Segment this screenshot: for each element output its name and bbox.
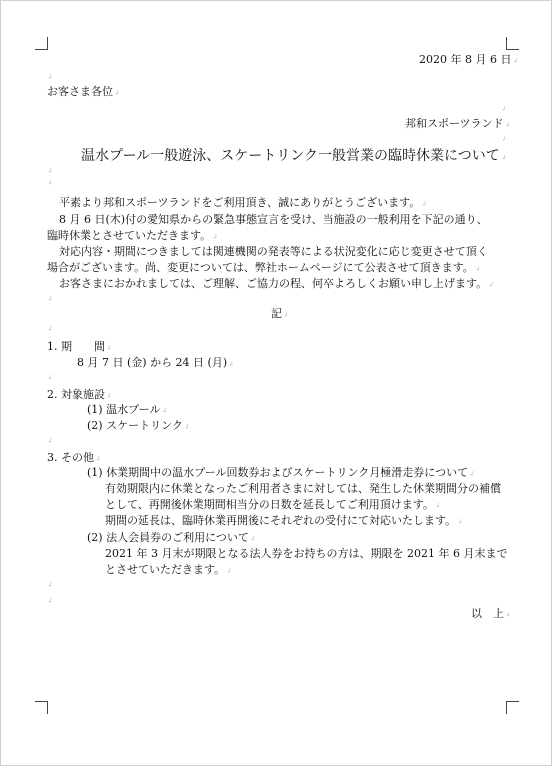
section-3-item-2-line-1: 2021 年 3 月末が期限となる法人券をお持ちの方は、期限を 2021 年 6 月末まで (105, 547, 508, 560)
body-line-5: 場合がございます。尚、変更については、弊社ホームページにて公表させて頂きます。↲ (47, 261, 481, 274)
section-2-item-1: (1) 温水プール↲ (87, 403, 168, 416)
document-title: 温水プール一般遊泳、スケートリンク一般営業の臨時休業について↲ (81, 148, 507, 164)
section-1-heading: 1. 期 間↲ (47, 340, 112, 353)
recipient-line: お客さま各位↲ (47, 85, 120, 98)
crop-mark-bottom-right (506, 701, 519, 714)
sender-line: 邦和スポーツランド↲ (405, 117, 511, 130)
crop-mark-top-right (506, 37, 519, 50)
section-3-item-2-heading: (2) 法人会員券のご利用について↲ (87, 531, 256, 544)
crop-mark-top-left (35, 37, 48, 50)
body-line-6: お客さまにおかれましては、ご理解、ご協力の程、何卒よろしくお願い申し上げます。↲ (59, 277, 494, 290)
section-3-heading: 3. その他↲ (47, 451, 101, 464)
section-3-item-1-heading: (1) 休業期間中の温水プール回数券およびスケートリンク月極滑走券について↲ (87, 466, 475, 479)
section-3-item-1-line-3: 期間の延長は、臨時休業再開後にそれぞれの受付にて対応いたします。↲ (105, 514, 463, 527)
closing-text: 以 上↲ (471, 607, 511, 620)
section-3-item-1-line-2: として、再開後休業期間相当分の日数を延長してご利用頂けます。↲ (105, 498, 441, 511)
section-2-item-2: (2) スケートリンク↲ (87, 419, 190, 432)
body-line-4: 対応内容・期間につきましては関連機関の発表等による状況変化に応じ変更させて頂く (59, 245, 488, 258)
crop-mark-bottom-left (35, 701, 48, 714)
document-page: 2020 年 8 月 6 日↲ ↲ お客さま各位↲ ↲ 邦和スポーツランド↲ ↲ 温水プール一般遊泳、スケートリンク一般営業の臨時休業について↲ ↲ ↲ 平素より邦和スポーツランドをご利用頂き、誠にありがとうございます。↲ 8 月 6 日(木)付の愛知県からの緊急事態宣言を受け、当施設の一般利用を下記の通り、 臨時休業とさせていただきます。↲ 対応内容・期間につきましては関連機関の発表等による状況変化に応じ変更させて頂く 場合がございます。尚、変更については、弊社ホームページにて公表させて頂きます。↲ お客さまにおかれましては、ご理解、ご協力の程、何卒よろしくお願い申し上げます。↲ ↲ 記↲ ↲ 1. 期 間↲ 8 月 7 日 (金) から 24 日 (月)↲ ↲ 2. 対象施設↲ (1) 温水プール↲ (2) スケートリンク↲ ↲ 3. その他↲ (1) 休業期間中の温水プール回数券およびスケートリンク月極滑走券について↲ 有効期限内に休業となったご利用者さまに対しては、発生した休業期間分の補償 として、再開後休業期間相当分の日数を延長してご利用頂けます。↲ 期間の延長は、臨時休業再開後にそれぞれの受付にて対応いたします。↲ (2) 法人会員券のご利用について↲ 2021 年 3 月末が期限となる法人券をお持ちの方は、期限を 2021 年 6 月末まで とさせていただきます。↲ ↲ ↲ 以 上↲ (0, 0, 552, 766)
body-line-1: 平素より邦和スポーツランドをご利用頂き、誠にありがとうございます。↲ (59, 196, 428, 209)
date-line: 2020 年 8 月 6 日↲ (419, 53, 519, 66)
section-3-item-1-line-1: 有効期限内に休業となったご利用者さまに対しては、発生した休業期間分の補償 (105, 482, 501, 495)
body-line-2: 8 月 6 日(木)付の愛知県からの緊急事態宣言を受け、当施設の一般利用を下記の通り、 (59, 213, 488, 226)
ki-heading: 記↲ (271, 307, 289, 320)
section-1-detail: 8 月 7 日 (金) から 24 日 (月)↲ (77, 356, 235, 369)
body-line-3: 臨時休業とさせていただきます。↲ (47, 229, 218, 242)
section-3-item-2-line-2: とさせていただきます。↲ (105, 563, 232, 576)
section-2-heading: 2. 対象施設↲ (47, 388, 112, 401)
